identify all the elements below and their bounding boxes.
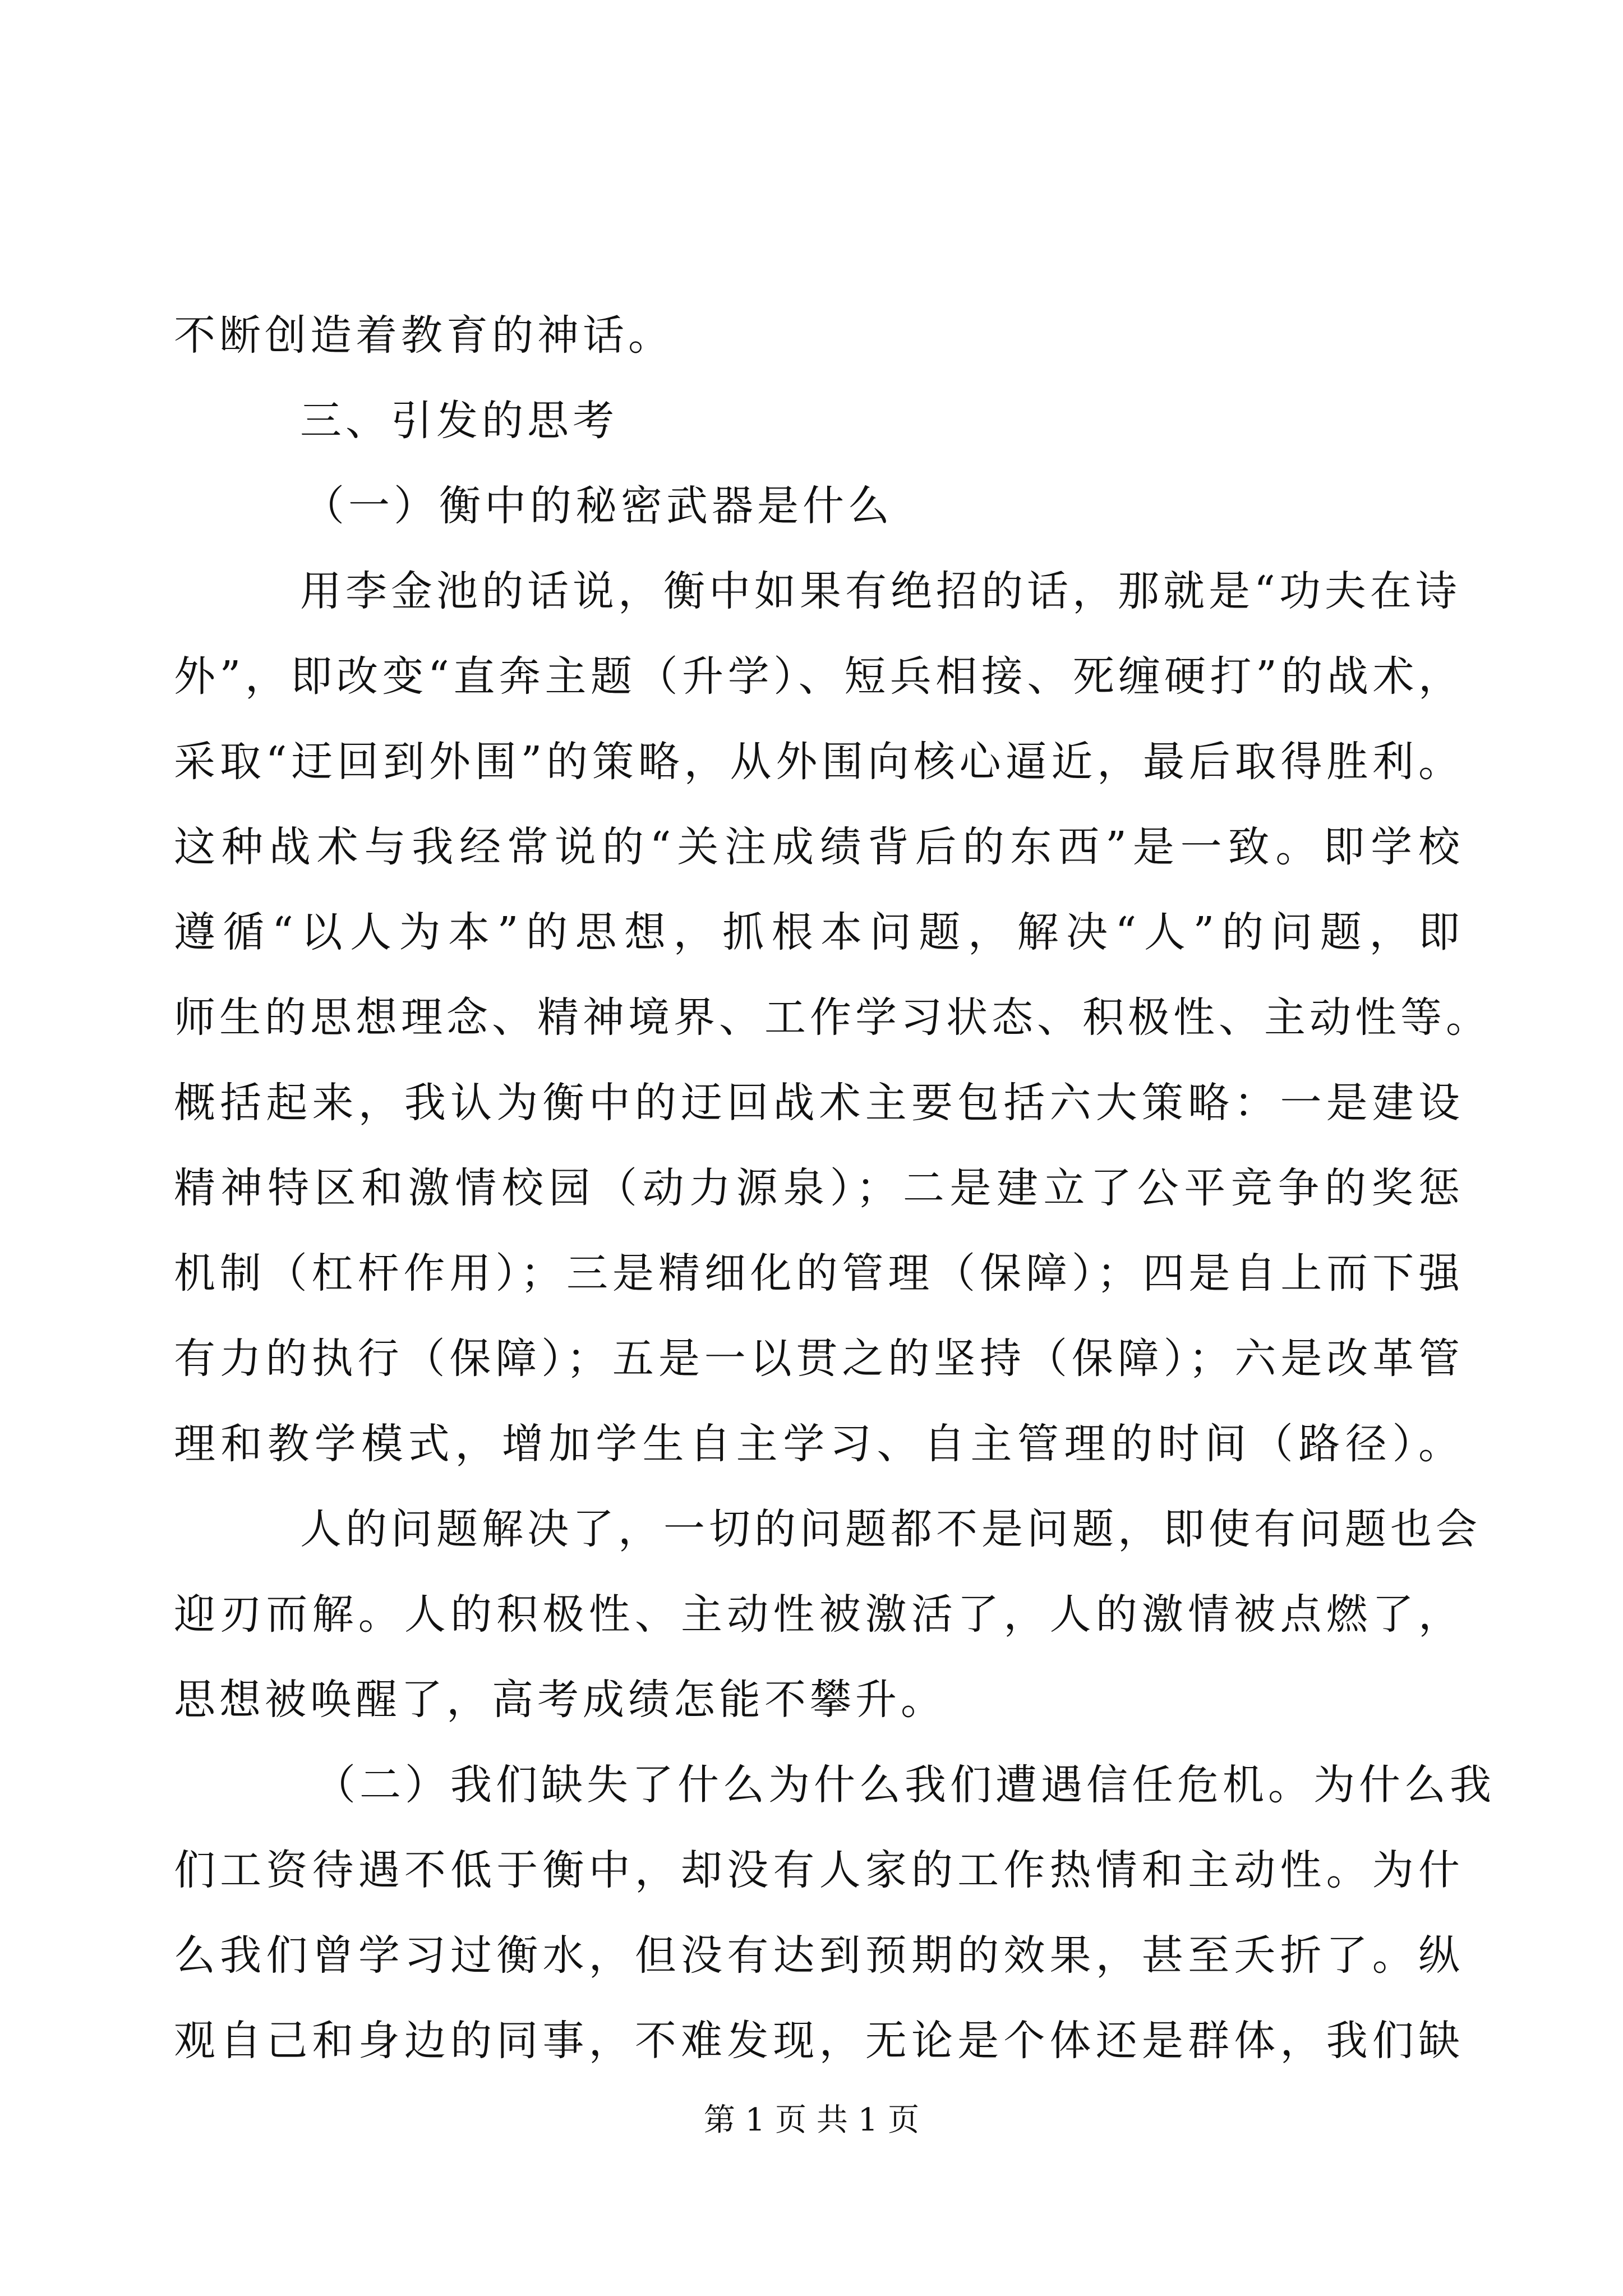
paragraph-line: 用李金池的话说，衡中如果有绝招的话，那就是“功夫在诗 bbox=[300, 567, 1461, 615]
paragraph-line: 么我们曾学习过衡水，但没有达到预期的效果，甚至夭折了。纵 bbox=[174, 1931, 1464, 1980]
paragraph-line: 思想被唤醒了，高考成绩怎能不攀升。 bbox=[174, 1676, 946, 1724]
paragraph-line: 精神特区和激情校园（动力源泉）；二是建立了公平竞争的奖惩 bbox=[174, 1164, 1464, 1212]
paragraph-line: 概括起来，我认为衡中的迂回战术主要包括六大策略：一是建设 bbox=[174, 1079, 1464, 1127]
paragraph-line: 有力的执行（保障）；五是一以贯之的坚持（保障）；六是改革管 bbox=[174, 1335, 1464, 1383]
paragraph-line: （二）我们缺失了什么为什么我们遭遇信任危机。为什么我 bbox=[314, 1761, 1495, 1809]
page-footer: 第 1 页 共 1 页 bbox=[703, 2102, 920, 2138]
paragraph-line: 采取“迂回到外围”的策略，从外围向核心逼近，最后取得胜利。 bbox=[174, 738, 1464, 786]
paragraph-line: 师生的思想理念、精神境界、工作学习状态、积极性、主动性等。 bbox=[174, 993, 1491, 1042]
section-heading: 三、引发的思考 bbox=[300, 397, 618, 445]
paragraph-line: 这种战术与我经常说的“关注成绩背后的东西”是一致。即学校 bbox=[174, 823, 1464, 871]
paragraph-line: 人的问题解决了，一切的问题都不是问题，即使有问题也会 bbox=[300, 1505, 1481, 1553]
text-line: 不断创造着教育的神话。 bbox=[174, 311, 674, 360]
paragraph-line: 机制（杠杆作用）；三是精细化的管理（保障）；四是自上而下强 bbox=[174, 1249, 1464, 1297]
paragraph-line: 外”，即改变“直奔主题（升学）、短兵相接、死缠硬打”的战术， bbox=[174, 652, 1464, 701]
paragraph-line: 遵循“以人为本”的思想，抓根本问题，解决“人”的问题，即 bbox=[174, 908, 1464, 956]
paragraph-line: 们工资待遇不低于衡中，却没有人家的工作热情和主动性。为什 bbox=[174, 1846, 1464, 1894]
paragraph-line: 迎刃而解。人的积极性、主动性被激活了，人的激情被点燃了， bbox=[174, 1590, 1464, 1639]
paragraph-line: 理和教学模式，增加学生自主学习、自主管理的时间（路径）。 bbox=[174, 1420, 1464, 1468]
paragraph-line: 观自己和身边的同事，不难发现，无论是个体还是群体，我们缺 bbox=[174, 2017, 1464, 2065]
subsection-heading: （一）衡中的秘密武器是什么 bbox=[303, 482, 893, 530]
